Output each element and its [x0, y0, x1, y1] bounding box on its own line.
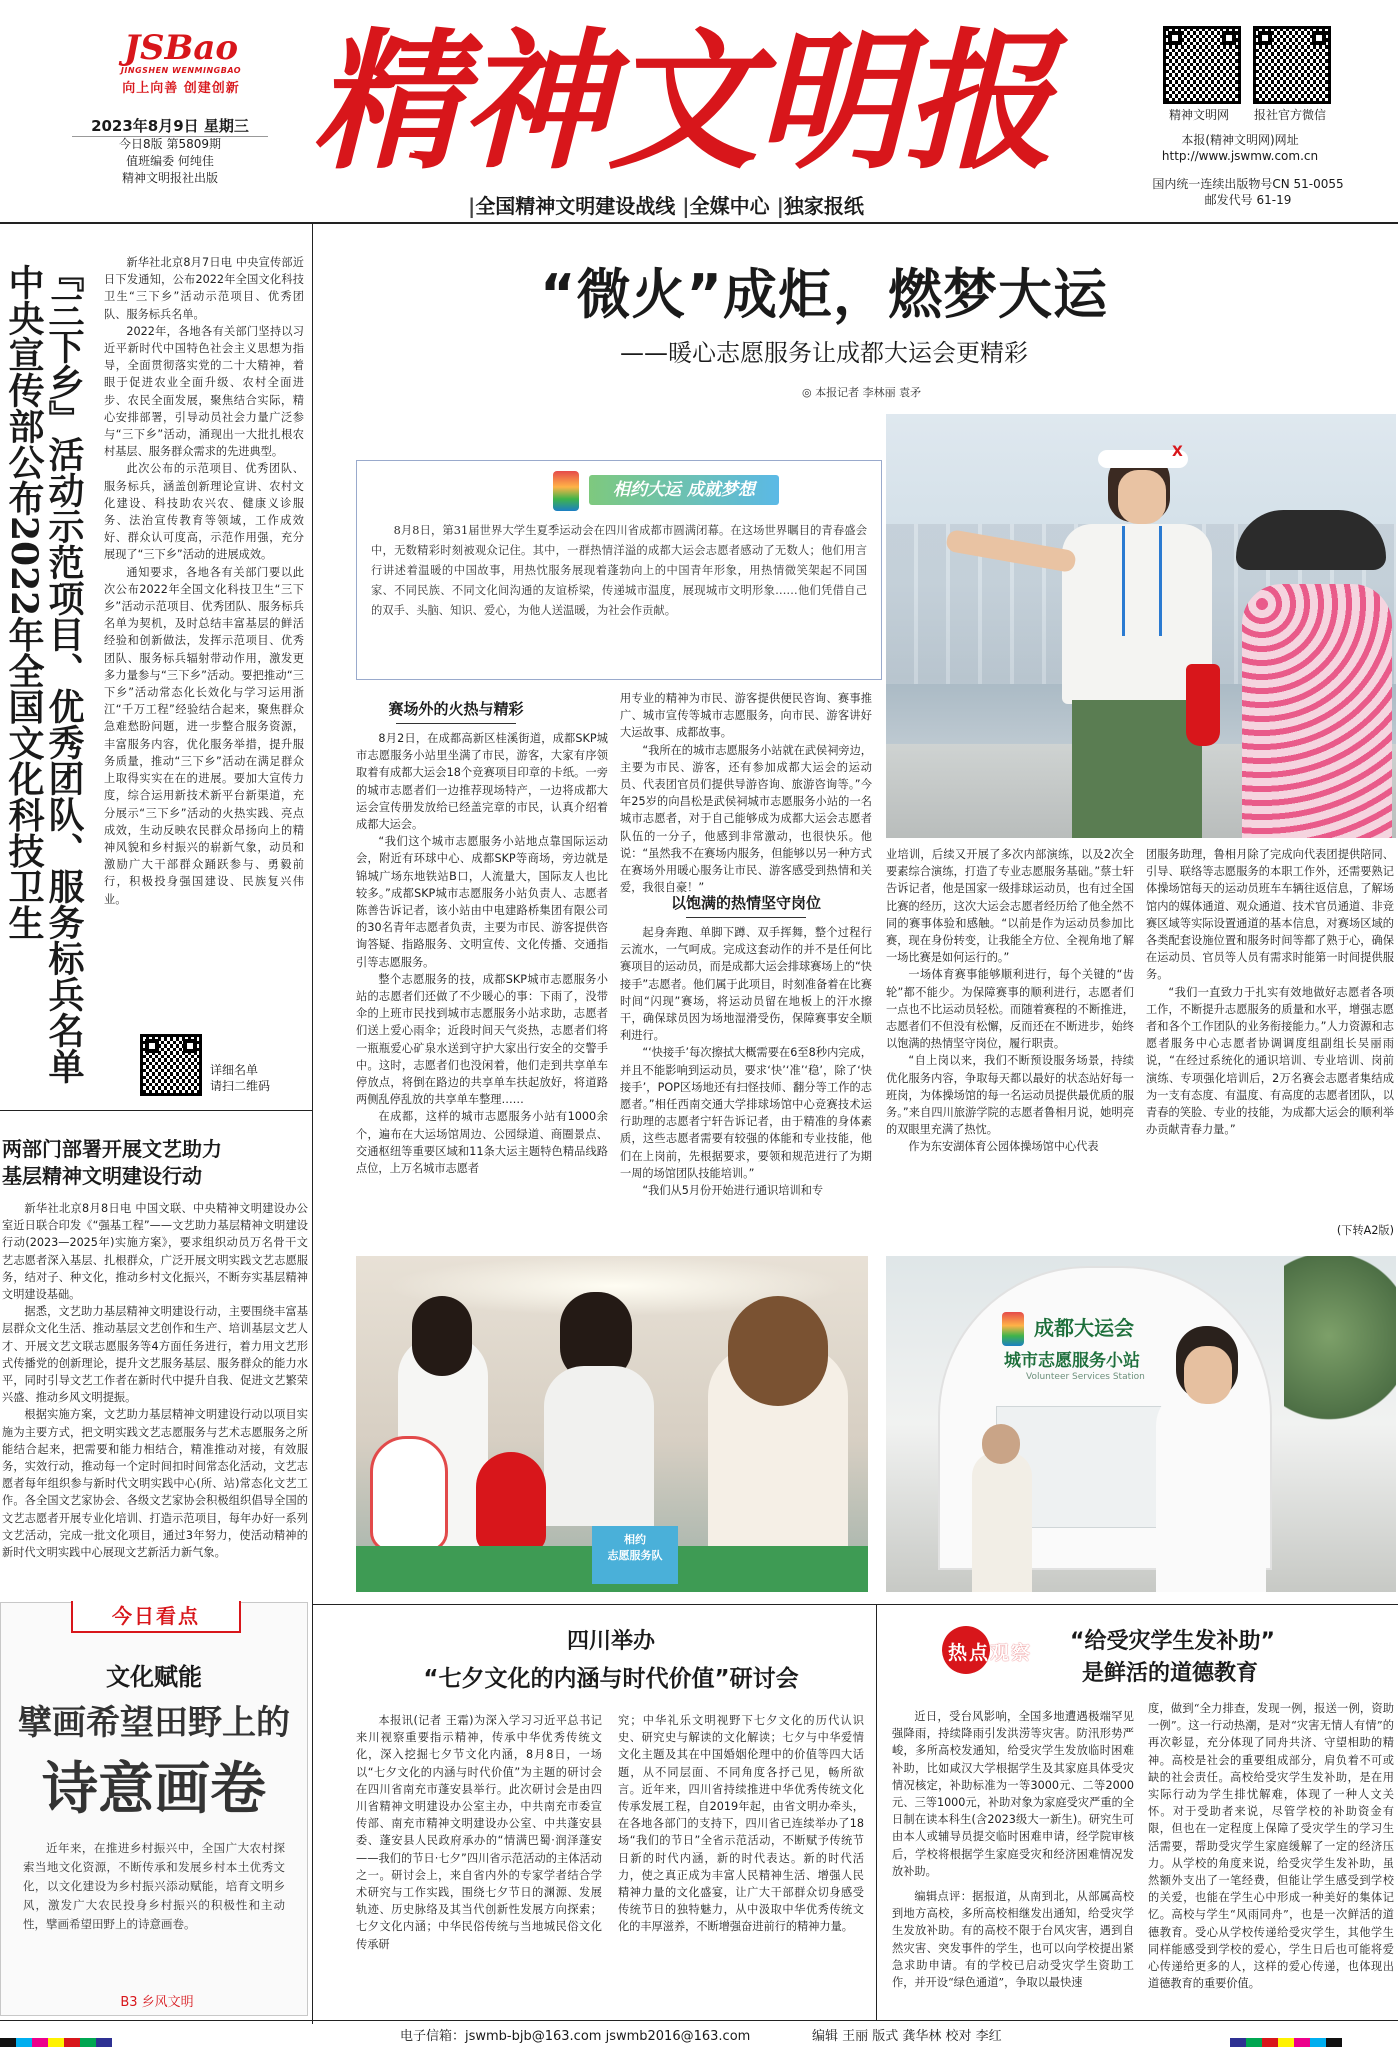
visitor-body	[1242, 584, 1392, 838]
nav-item-3[interactable]: 独家报纸	[783, 194, 864, 218]
logo	[96, 30, 266, 96]
photo-volunteer-desk	[356, 1256, 868, 1592]
visitor-right-hair	[728, 1296, 828, 1406]
hot-topic-headline-1: “给受灾学生发补助”	[1070, 1629, 1275, 1654]
visitor-hat	[1236, 510, 1386, 570]
volunteer-bib-mark: X	[1172, 444, 1183, 460]
publication-codes	[1138, 176, 1358, 208]
lead-col-4	[1146, 846, 1394, 1224]
color-registration-bar-right	[1230, 2032, 1398, 2051]
issue-date: 2023年8月9日 星期三	[91, 117, 249, 135]
today-title-3: 诗意画卷	[42, 1756, 266, 1822]
left-paragraph: 通知要求，各地各有关部门要以此次公布2022年全国文化科技卫生“三下乡”活动示范项目、优秀团队、服务标兵名单为契机，及时总结丰富基层的鲜活经验和创新做法，发挥示范项目、优秀团队、服务标兵辐射带动作用，激发更多力量参与“三下乡”活动。要把推动“三下乡”活动常态化长效化与学习运用浙江“千万工程”经验结合起来，聚焦群众急难愁盼问题，进一步整合服务资源，丰富服务内容，优化服务举措，提升服务质量，推动“三下乡”活动在满足群众上取得实实在在的进展。要加大宣传力度，综合运用新技术新平台新渠道，充分展示“三下乡”活动的火热实践、亮点成效，生动反映农民群众昂扬向上的精神风貌和乡村振兴的崭新气象，动员和激励广大干部群众踊跃参与、勇毅前行，积极投身强国建设、民族复兴伟业。	[104, 565, 304, 906]
duty-editor: 值班编委 何纯佳	[126, 154, 214, 168]
lead-subhead: ——暖心志愿服务让成都大运会更精彩	[620, 339, 1028, 367]
volunteer-center	[544, 1366, 654, 1526]
lead-byline: ◎ 本报记者 李林丽 袁矛	[802, 386, 922, 399]
left-story-2-paragraph: 新华社北京8月8日电 中国文联、中央精神文明建设办公室近日联合印发《“强基工程”——文艺助力基层精神文明建设行动(2023—2025年)实施方案》，要求组织动员万名骨干文艺志愿者深入基层、扎根群众，广泛开展文明实践文艺志愿服务，结对子、种文化，推动乡村文化振兴，不断夯实基层精神文明建设基础。	[2, 1202, 308, 1302]
left-paragraph: 新华社北京8月7日电 中央宣传部近日下发通知，公布2022年全国文化科技卫生“三下乡”活动示范项目、优秀团队、服务标兵名单。	[104, 256, 304, 321]
qixi-col-1: 本报讯(记者 王霜)为深入学习习近平总书记来川视察重要指示精神，传承中华优秀传统文化，深入挖掘七夕节文化内涵，8月8日，一场以“七夕文化的内涵与时代价值”为主题的研讨会在四川省南充市蓬安县举行。此次研讨会是由四川省精神文明建设办公室主办，中共南充市委宣传部、南充市精神文明建设办公室、中共蓬安县委、蓬安县人民政府承办的“情满巴蜀·润泽蓬安——我们的节日·七夕”四川省示范活动的主体活动之一。研讨会上，来自省内外的专家学者结合学术研究与工作实践，围绕七夕节日的渊源、发展轨迹、历史脉络及其当代创新性发展方向探索；七夕文化内涵；中华民俗传统与当地城民俗文化传承研	[356, 1714, 602, 1951]
qixi-headline-1: 四川举办	[566, 1629, 655, 1654]
today-title-1: 文化赋能	[106, 1662, 202, 1691]
footer-editors: 编辑 王丽 版式 龚华林 校对 李红	[812, 2029, 1002, 2044]
lead-paragraph: 在成都，这样的城市志愿服务小站有1000余个，遍布在大运场馆周边、公园绿道、商圈景点、交通枢纽等重要区域和11条大运主题特色精品线路点位，上万名城市志愿者	[356, 1110, 608, 1176]
desk-banner-line-1: 相约	[624, 1533, 646, 1546]
left-paragraph: 此次公布的示范项目、优秀团队、服务标兵，涵盖创新理论宣讲、农村文化建设、科技助农兴农、健康义诊服务、法治宣传教育等领域，工作成效好、群众认可度高，示范作用强，充分展现了“三下乡”活动的进展成效。	[104, 462, 304, 562]
logo-pinyin: JINGSHEN WENMINGBAO	[120, 66, 242, 75]
desk-banner-line-2: 志愿服务队	[607, 1549, 663, 1562]
site-info	[1130, 132, 1350, 164]
today-title-2: 擘画希望田野上的	[18, 1703, 290, 1743]
lead-col-1	[356, 730, 608, 1240]
hot-topic-col-1	[892, 1708, 1134, 2014]
cn-code: 国内统一连续出版物号CN 51-0055	[1152, 177, 1344, 191]
lanyard	[1122, 526, 1162, 636]
station-sign-2: 城市志愿服务小站	[1004, 1351, 1140, 1371]
lead-col-2b	[620, 924, 872, 1240]
lead-paragraph: 用专业的精神为市民、游客提供便民咨询、赛事推广、城市宣传等城市志愿服务，向市民、游客讲好大运故事、成都故事。	[620, 692, 872, 740]
qr-code-website	[1163, 26, 1241, 104]
lead-paragraph: “我们从5月份开始进行通识培训和专	[642, 1184, 824, 1198]
visitor-elder	[972, 1452, 1032, 1592]
lead-paragraph: 8月2日，在成都高新区桂溪街道，成都SKP城市志愿服务小站里坐满了市民，游客，大家有序领取着有成都大运会18个竞赛项目印章的卡纸。一旁的城市志愿者们一边推荐现场特产，一边将成都大运会宣传册发放给已经盖完章的市民，认真介绍着成都大运会。	[356, 732, 608, 832]
newspaper-title: 精神文明报	[312, 14, 1053, 190]
slogan: 向上向善 创建创新	[122, 81, 240, 96]
site-label: 本报(精神文明网)网址	[1181, 133, 1299, 147]
badge-text: 热点观察	[948, 1642, 1033, 1664]
today-page-ref[interactable]: B3 乡风文明	[120, 1995, 194, 2010]
volunteer-pants	[1072, 700, 1202, 838]
lead-paragraph: “我们这个城市志愿服务小站地点靠国际运动会，附近有环球中心、成都SKP等商场，旁边就是锦城广场东地铁站B口，人流量大，国际友人也比较多。”成都SKP城市志愿服务小站负责人、志愿者陈善告诉记者，该小站由中电建路桥集团有限公司的30名青年志愿者负责，主要为市民、游客提供咨询答疑、指路服务、文明宣传、文化传播、交通指引等志愿服务。	[356, 835, 608, 969]
lead-paragraph: 一场体育赛事能够顺利进行，每个关键的“齿轮”都不能少。为保障赛事的顺利进行，志愿者们一点也不比运动员轻松。而随着赛程的不断推进，志愿者们不但没有松懈，反而还在不断进步，始终以饱满的热情坚守岗位，履行职责。	[886, 968, 1134, 1051]
mascot-rabbit	[370, 1436, 448, 1552]
left-paragraph: 2022年，各地各有关部门坚持以习近平新时代中国特色社会主义思想为指导，全面贯彻落实党的二十大精神，着眼于促进农业全面升级、农村全面进步、农民全面发展，聚焦结合实际，精心安排部署，引导动员社会力量广泛参与“三下乡”活动，涌现出一大批扎根农村基层、服务群众需求的先进典型。	[104, 324, 304, 459]
mascot-panda	[476, 1452, 546, 1552]
today-box	[0, 1602, 308, 2016]
volunteer-face	[1118, 470, 1166, 524]
hot-topic-comment: 编辑点评：据报道，从南到北，从部属高校到地方高校，多所高校相继发出通知，给受灾学生发放补助。有的高校不限于台风灾害，遇到自然灾害、突发事件的学生，也可以向学校提出紧急求助申请。有的学校已启动受灾学生资助工作，并开设“绿色通道”，争取以最快速	[892, 1890, 1134, 1990]
lead-intro: 8月8日，第31届世界大学生夏季运动会在四川省成都市圆满闭幕。在这场世界瞩目的青春盛会中，无数精彩时刻被观众记住。其中，一群热情洋溢的成都大运会志愿者感动了无数人；他们用言行讲述着温暖的中国故事，用热忱服务展现着蓬勃向上的中国青年形象，用热情微笑架起不同国家、不同民族、不同文化间沟通的友谊桥梁，传递城市温度，展现城市文明形象……他们凭借自己的双手、头脑、知识、爱心，为他人送温暖，为社会作贡献。	[371, 524, 867, 617]
issue-edition: 今日8版 第5809期	[119, 137, 221, 151]
visitor-elder-head	[982, 1424, 1020, 1464]
lead-paragraph: “自上岗以来，我们不断预设服务场景，持续优化服务内容，争取每天都以最好的状态站好每一班岗，为体操场馆的每一名运动员提供最优质的服务。”来自四川旅游学院的志愿者鲁相月说，她明亮的双眼里充满了热忱。	[886, 1054, 1134, 1137]
issue-info	[72, 116, 268, 187]
column-divider	[312, 224, 313, 2024]
postal-code: 邮发代号 61-19	[1204, 193, 1292, 207]
lead-col-3	[886, 846, 1134, 1240]
photo-volunteer-pointing	[886, 414, 1396, 838]
qr-code-wechat	[1253, 26, 1331, 104]
left-headline-sub: 中央宣传部公布2022年全国文化科技卫生	[3, 264, 45, 941]
section-2-title: 以饱满的热情坚守岗位	[620, 892, 872, 918]
lead-paragraph: “我们一直致力于扎实有效地做好志愿者各项工作，不断提升志愿服务的质量和水平，增强志愿者和各个工作团队的业务衔接能力。”人力资源和志愿者服务中心志愿者协调调度组副组长吴丽雨说，“在经过系统化的通识培训、专业培训、岗前演练、专项强化培训后，2万名赛会志愿者集结成为一支有态度、有温度、有高度的志愿者团队，以青春的笑脸、专业的技能，为成都大运会的顺利举办贡献青春力量。”	[1146, 985, 1394, 1137]
color-registration-bar	[0, 2032, 180, 2051]
lead-paragraph: “‘快接手’每次擦拭大概需要在6至8秒内完成，并且不能影响到运动员，要求‘快’‘准’‘稳’，除了‘快接手’，POP区场地还有扫怪技师、翻分等工作的志愿者。”相任西南交通大学排球场馆中心竞赛技术运行助理的志愿者宁轩告诉记者，由于精准的身体素质，这些志愿者需要有较强的体能和专业技能，他们在上岗前，先根据要求，要领和规范进行了为期一周的场馆团队技能培训。”	[620, 1046, 872, 1180]
volunteer-boy	[1156, 1386, 1266, 1592]
left-story-2-body	[2, 1200, 308, 1586]
logo-mark: JSBao	[123, 28, 239, 68]
site-url[interactable]: http://www.jswmw.com.cn	[1161, 149, 1319, 163]
left-feature-headline	[4, 256, 84, 1096]
lead-paragraph: 整个志愿服务的技，成都SKP城市志愿服务小站的志愿者们还做了不少暖心的事：下雨了，没带伞的上班市民找到城市志愿服务小站求助，志愿者们送上爱心雨伞；近段时间天气炎热，志愿者们将一瓶瓶爱心矿泉水送到守护大家出行安全的交警手中。这时，志愿者们也没闲着，他们走到共享单车停放点，将倒在路边的共享单车扶起放好，将道路两侧乱停乱放的共享单车整理……	[356, 972, 608, 1107]
nav-item-1[interactable]: 全国精神文明建设战线	[475, 194, 676, 218]
lead-intro-box	[356, 460, 882, 680]
lead-headline: “微火”成炬，燃梦大运	[540, 263, 1108, 326]
desk-banner	[592, 1526, 678, 1584]
volunteer-left-hair	[412, 1296, 472, 1376]
volunteer-boy-face	[1184, 1346, 1232, 1404]
masthead-nav: |全国精神文明建设战线 |全媒中心 |独家报纸	[468, 194, 864, 218]
qr-label-wechat: 报社官方微信	[1253, 108, 1326, 122]
byline-text: 本报记者 李林丽 袁矛	[815, 386, 922, 399]
qr-code-list[interactable]	[140, 1034, 202, 1096]
masthead-rule	[0, 222, 1398, 224]
station-sign-3: Volunteer Services Station	[1026, 1372, 1145, 1382]
lead-paragraph: “我所在的城市志愿服务小站就在武侯祠旁边，主要为市民、游客，还有参加成都大运会的运动员、代表团官员们提供导游咨询、旅游咨询等。”今年25岁的向昌松是武侯祠城市志愿服务小站的一名城市志愿者，对于自己能够成为成都大运会志愿者队伍的一分子，他感到非常激动，也很快乐。他说：“虽然我不在赛场内服务，但能够以另一种方式在赛场外用暖心服务让市民、游客感受到热情和关爱，我很自豪！”	[620, 743, 872, 895]
qixi-headline-2: “七夕文化的内涵与时代价值”研讨会	[423, 1666, 799, 1692]
footer-emails: 电子信箱：jswmb-bjb@163.com jswmb2016@163.com	[400, 2029, 751, 2044]
nav-item-2[interactable]: 全媒中心	[689, 194, 770, 218]
hot-topic-col-2: 度，做到“全力排查，发现一例，报送一例，资助一例”。这一行动热潮，是对“灾害无情人有情”的再次彰显，充分体现了同舟共济、守望相助的精神。高校是社会的重要组成部分，肩负着不可或缺的社会责任。高校给受灾学生发补助，是在用实际行动为学生排忧解难，体现了一种人文关怀。对于受助者来说，尽管学校的补助资金有限，但也在一定程度上保障了受灾学生的学习生活需要，帮助受灾学生家庭缓解了一定的经济压力。从学校的角度来说，给受灾学生发补助，虽然额外支出了一笔经费，但能让学生感受到学校的关爱，也能在学生心中形成一种美好的集体记忆。高校与学生“风雨同舟”，也是一次鲜活的道德教育。受心从学校传递给受灾学生，其他学生同样能感受到学校的爱心，学生日后也可能将爱心传递给更多的人，这样的爱心传递，也体现出道德教育的重要价值。	[1148, 1702, 1394, 1991]
lead-paragraph: 作为东安湖体育公园体操场馆中心代表	[908, 1140, 1099, 1154]
station-sign-1: 成都大运会	[1034, 1316, 1134, 1340]
hot-topic-paragraph: 近日，受台风影响，全国多地遭遇极端罕见强降雨，持续降雨引发洪涝等灾害。防汛形势严峻，多所高校发通知，给受灾学生发放临时困难补助，比如咸汉大学根据学生及其家庭具体受灾情况核定，补助标准为一等3000元、二等2000元、三等1000元，补助对象为家庭受灾严重的全日制在读本科生(含2023级大一新生)。研究生可由本人或辅导员提交临时困难申请，经学院审核后，学校将根据学生家庭受灾和经济困难情况发放补助。	[892, 1710, 1134, 1878]
section-1-title: 赛场外的火热与精彩	[356, 698, 556, 724]
continue-note[interactable]: (下转A2版)	[1336, 1224, 1394, 1237]
qixi-col-2: 究；中华礼乐文明视野下七夕文化的历代认识史、研究史与解读的文化解读；七夕与中华爱情文化主题及其在中国婚姻伦理中的价值等四大话题，从不同层面、不同角度各抒己见，畅所欲言。近年来，四川省持续推进中华优秀传统文化传承发展工程，自2019年起，由省文明办牵头，在各地各部门的支持下，四川省已连续举办了18场“我们的节日”全省示范活动，不断赋予传统节日新的时代内涵，新的时代表达。新的时代活力，使之真正成为丰富人民精神生活、增强人民精神力量的文化盛宴，让广大干部群众切身感受传统节日的独特魅力，从中汲取中华优秀传统文化的丰厚滋养，不断增强奋进前行的精神力量。	[618, 1714, 864, 1934]
lead-paragraph: 业培训，后续又开展了多次内部演练，以及2次全要素综合演练，打造了专业志愿服务基础。”蔡士轩告诉记者，他是国家一级排球运动员，也有过全国比赛的经历，这次大运会志愿者经历给了他全然不同的赛事体验和感触。“以前是作为运动员参加比赛，现在身份转变，让我能全方位、全视角地了解一场比赛是如何运行的。”	[886, 848, 1134, 965]
qr-caption: 详细名单 请扫二维码	[210, 1063, 271, 1093]
banner-emblem	[553, 471, 579, 511]
station-emblem	[1002, 1312, 1024, 1346]
lead-paragraph: 团服务助理，鲁相月除了完成向代表团提供陪同、引导、联络等志愿服务的本职工作外，还需要熟记体操场馆每天的运动员班车车辆往返信息，了解场馆内的媒体通道、观众通道、技术官员通道、非竞赛区域等实际设置通道的基本信息，对赛场区域的各类配套设施位置和服务时间等都了熟于心，确保在运动员、官员等人员有需求时能第一时间提供服务。	[1146, 848, 1394, 982]
photo-volunteer-station	[886, 1256, 1396, 1592]
hot-topic-headline-2: 是鲜活的道德教育	[1082, 1661, 1259, 1686]
today-label: 今日看点	[71, 1601, 241, 1633]
publisher: 精神文明报社出版	[121, 171, 218, 185]
tree-foliage	[1284, 1256, 1396, 1456]
lead-col-2	[620, 690, 872, 895]
hot-topic-badge	[942, 1626, 1050, 1674]
left-story-2-headline: 两部门部署开展文艺助力 基层精神文明建设行动	[2, 1137, 222, 1188]
left-story-2-paragraph: 根据实施方案，文艺助力基层精神文明建设行动以项目实施为主要方式，把文明实践文艺志愿服务与艺术志愿服务之所能结合起来，把需要和能力相结合，精准推动对接，有效服务，实效行动，推动每一个定时间扣时间常态化活动，文艺志愿者每年组织参与新时代文明实践中心(所、站)常态化文艺工作。各全国文艺家协会、各级文艺家协会积极组织倡导全国的文艺志愿者开展专业化培训、打造示范项目，每年办好一系列文艺活动，完成一批文化项目，通过3年努力，使活动精神的新时代文明实践中心展现文艺新活力新气象。	[2, 1408, 308, 1560]
megaphone	[1186, 664, 1220, 746]
lead-banner: 相约大运 成就梦想	[589, 475, 779, 505]
qr-label-website: 精神文明网	[1168, 108, 1229, 122]
left-story-2-paragraph: 据悉，文艺助力基层精神文明建设行动，主要围绕丰富基层群众文化生活、推动基层文艺创作和生产、培训基层文艺人才、开展文艺文联志愿服务等4方面任务进行，着力用文艺形式传播党的创新理论，提升文艺服务基层、服务群众的能力水平，同时引导文艺工作者在新时代中提升自我、促进文艺繁荣兴盛、推动乡风文明提振。	[2, 1305, 308, 1405]
lead-paragraph: 起身奔跑、单脚下蹲、双手挥舞，整个过程行云流水，一气呵成。完成这套动作的并不是任何比赛项目的运动员，而是成都大运会排球赛场上的“快接手”志愿者。他们属于此项目，时刻准备着在比赛时间“闪现”赛场，将运动员留在地板上的汗水擦干，确保球员因为场地湿滑受伤，保障赛事安全顺利进行。	[620, 926, 872, 1043]
today-summary: 近年来，在推进乡村振兴中，全国广大农村探索当地文化资源，不断传承和发展乡村本土优秀文化，以文化建设为乡村振兴添动赋能，培育文明乡风，激发广大农民投身乡村振兴的积极性和主动性，擘画希望田野上的诗意画卷。	[23, 1841, 285, 1931]
left-feature-body	[104, 254, 304, 1024]
left-headline-main: 『三下乡』活动示范项目、优秀团队、服务标兵名单	[43, 256, 85, 1084]
